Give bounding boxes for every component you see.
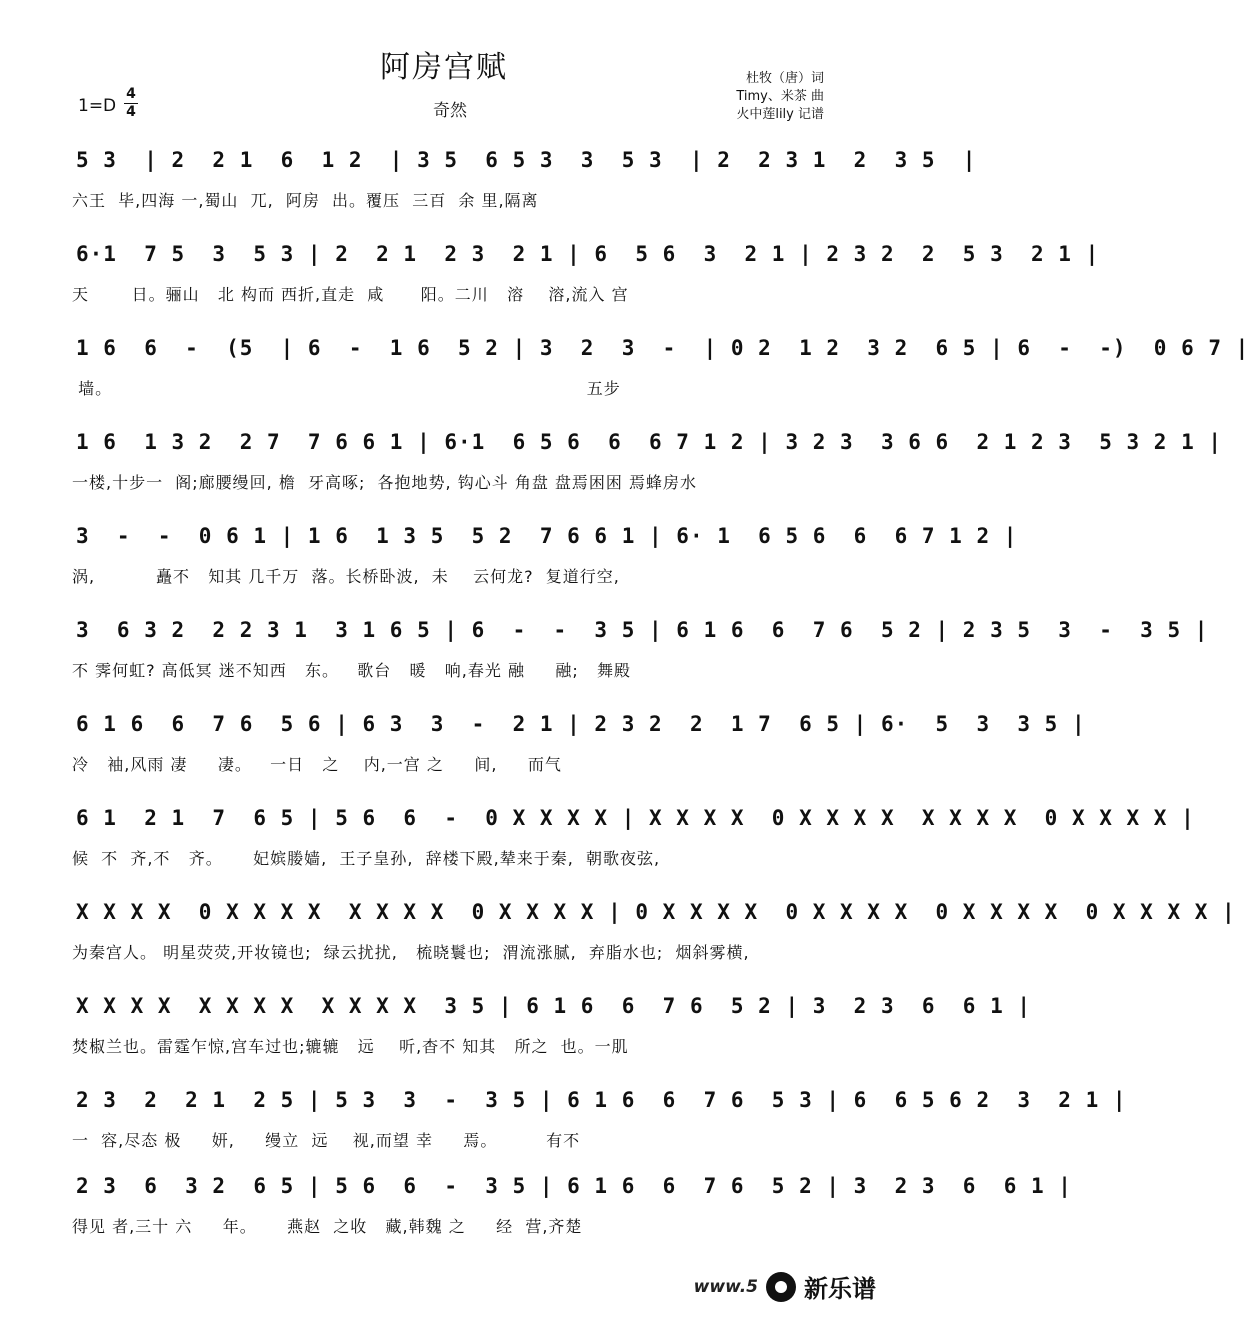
record-disc-icon bbox=[766, 1272, 796, 1302]
notation: 2 3 2 2 1 2 5 | 5 3 3 - 3 5 | 6 1 6 6 7 6 5 3 | 6 6 5 6 2 3 2 1 | bbox=[76, 1088, 1127, 1112]
lyric: 得见 者,三十 六 年。 燕赵 之收 藏,韩魏 之 经 营,齐楚 bbox=[72, 1217, 583, 1236]
lyricist: 杜牧（唐）词 bbox=[745, 71, 824, 86]
credits bbox=[736, 70, 824, 124]
site-footer bbox=[694, 1269, 876, 1304]
lyric: 候 不 齐,不 齐。 妃嫔媵嫱, 王子皇孙, 辞楼下殿,辇来于秦, 朝歌夜弦, bbox=[72, 849, 661, 868]
score-line-6 bbox=[70, 616, 1209, 706]
score-line-5 bbox=[70, 522, 1018, 612]
notation: 6 1 6 6 7 6 5 6 | 6 3 3 - 2 1 | 2 3 2 2 1 7 6 5 | 6· 5 3 3 5 | bbox=[76, 712, 1086, 736]
key-signature: 1=D bbox=[78, 96, 117, 116]
notation: 2 3 6 3 2 6 5 | 5 6 6 - 3 5 | 6 1 6 6 7 6 5 2 | 3 2 3 6 6 1 | bbox=[76, 1174, 1072, 1198]
lyric: 天 日。骊山 北 构而 西折,直走 咸 阳。二川 溶 溶,流入 宫 bbox=[72, 285, 629, 304]
lyric: 不 霁何虹? 高低冥 迷不知西 东。 歌台 暖 响,春光 融 融; 舞殿 bbox=[72, 661, 632, 680]
lyric: 为秦宫人。 明星荧荧,开妆镜也; 绿云扰扰, 梳晓鬟也; 渭流涨腻, 弃脂水也; 烟斜雾横, bbox=[72, 943, 750, 962]
lyric: 墙。 五步 bbox=[72, 379, 621, 398]
notation: 6 1 2 1 7 6 5 | 5 6 6 - 0 X X X X | X X X X 0 X X X X X X X X 0 X X X X | bbox=[76, 806, 1195, 830]
score-line-4 bbox=[70, 428, 1223, 518]
score-line-1 bbox=[70, 146, 977, 236]
score-line-11 bbox=[70, 1086, 1127, 1176]
score-line-3 bbox=[70, 334, 1249, 424]
lyric: 一 容,尽态 极 妍, 缦立 远 视,而望 幸 焉。 有不 bbox=[72, 1131, 581, 1150]
site-brand[interactable]: 新乐谱 bbox=[804, 1275, 876, 1303]
notation: 5 3 | 2 2 1 6 1 2 | 3 5 6 5 3 3 5 3 | 2 2 3 1 2 3 5 | bbox=[76, 148, 977, 172]
notation: 6·1 7 5 3 5 3 | 2 2 1 2 3 2 1 | 6 5 6 3 2 1 | 2 3 2 2 5 3 2 1 | bbox=[76, 242, 1100, 266]
score-line-2 bbox=[70, 240, 1100, 330]
notation: X X X X 0 X X X X X X X X 0 X X X X | 0 X X X X 0 X X X X 0 X X X X 0 X X X X | bbox=[76, 900, 1236, 924]
notation: 1 6 6 - (5 | 6 - 1 6 5 2 | 3 2 3 - | 0 2 1 2 3 2 6 5 | 6 - -) 0 6 7 | bbox=[76, 336, 1249, 360]
lyric: 六王 毕,四海 一,蜀山 兀, 阿房 出。覆压 三百 余 里,隔离 bbox=[72, 191, 539, 210]
score-line-7 bbox=[70, 710, 1086, 800]
notation: 3 6 3 2 2 2 3 1 3 1 6 5 | 6 - - 3 5 | 6 1 6 6 7 6 5 2 | 2 3 5 3 - 3 5 | bbox=[76, 618, 1209, 642]
site-url[interactable]: www.5 bbox=[693, 1276, 758, 1297]
composer: Timy、米茶 曲 bbox=[736, 89, 824, 104]
notation: X X X X X X X X X X X X 3 5 | 6 1 6 6 7 6 5 2 | 3 2 3 6 6 1 | bbox=[76, 994, 1032, 1018]
transcriber: 火中莲lily 记谱 bbox=[736, 107, 824, 122]
performer-name: 奇然 bbox=[433, 101, 467, 121]
lyric: 冷 袖,风雨 凄 凄。 一日 之 内,一宫 之 间, 而气 bbox=[72, 755, 562, 774]
score-line-12 bbox=[70, 1172, 1072, 1262]
lyric: 焚椒兰也。雷霆乍惊,宫车过也;辘辘 远 听,杳不 知其 所之 也。一肌 bbox=[72, 1037, 629, 1056]
time-signature-bottom: 4 bbox=[126, 104, 136, 120]
score-line-10 bbox=[70, 992, 1032, 1082]
notation: 1 6 1 3 2 2 7 7 6 6 1 | 6·1 6 5 6 6 6 7 1 2 | 3 2 3 3 6 6 2 1 2 3 5 3 2 1 | bbox=[76, 430, 1223, 454]
score-line-8 bbox=[70, 804, 1195, 894]
song-title: 阿房宫赋 bbox=[380, 50, 508, 85]
lyric: 涡, 矗不 知其 几千万 落。长桥卧波, 未 云何龙? 复道行空, bbox=[72, 567, 620, 586]
time-signature-top: 4 bbox=[126, 86, 136, 102]
notation: 3 - - 0 6 1 | 1 6 1 3 5 5 2 7 6 6 1 | 6· 1 6 5 6 6 6 7 1 2 | bbox=[76, 524, 1018, 548]
lyric: 一楼,十步一 阁;廊腰缦回, 檐 牙高啄; 各抱地势, 钩心斗 角盘 盘焉困困 焉蜂房水 bbox=[72, 473, 697, 492]
score-line-9 bbox=[70, 898, 1236, 988]
